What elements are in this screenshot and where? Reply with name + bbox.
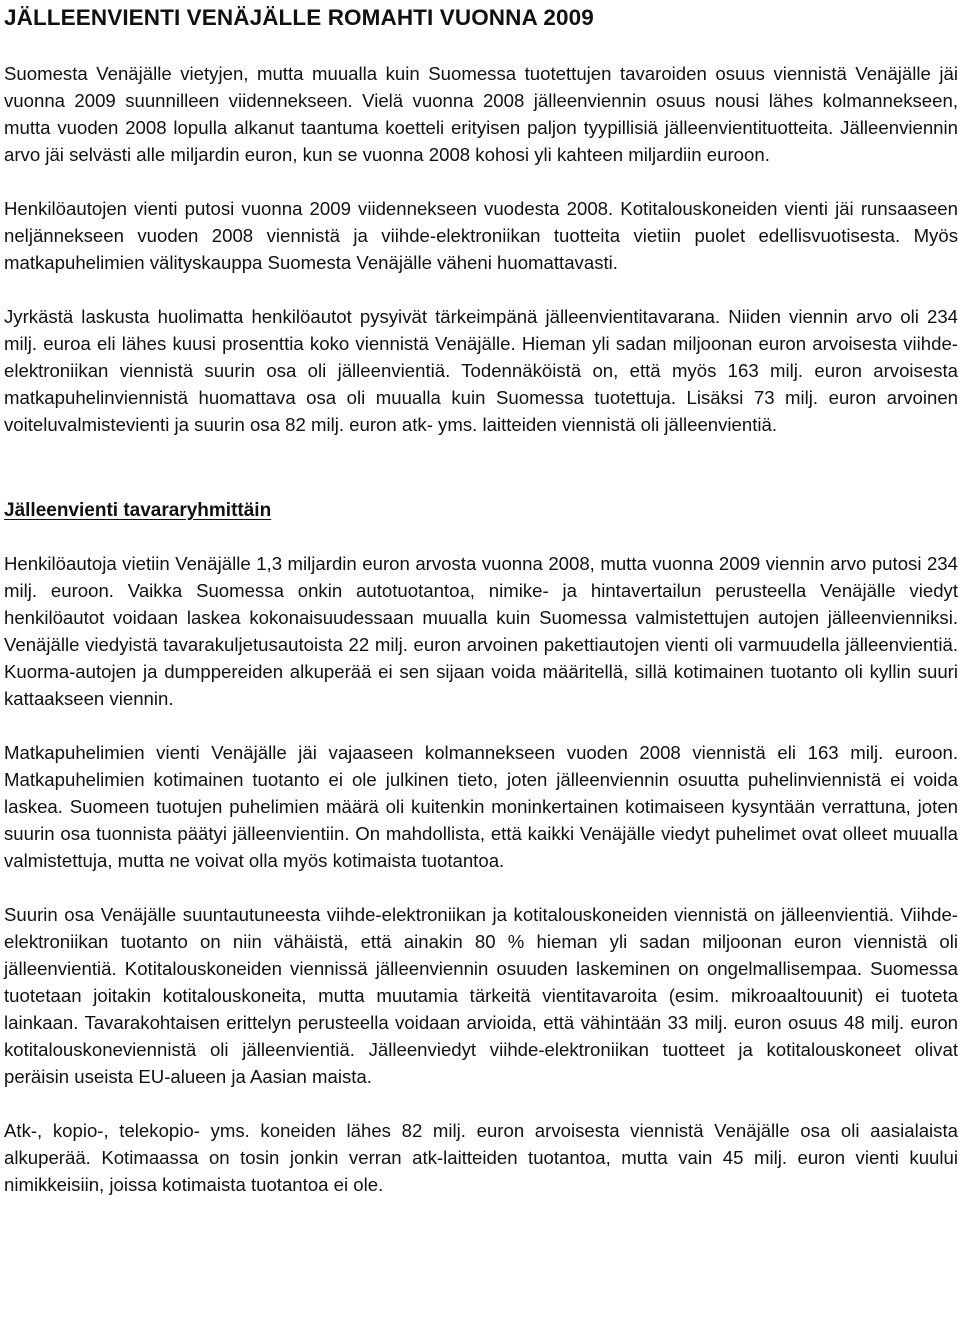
section-paragraph-2: Matkapuhelimien vienti Venäjälle jäi vajaaseen kolmannekseen vuoden 2008 viennistä eli 163 milj. euroon. Matkapuhelimien kotimainen tuotanto ei ole julkinen tieto, joten jälleenviennin osuutta puhelinviennistä ei voida laskea. Suomeen tuotujen puhelimien määrä oli kuitenkin moninkertainen kotimaiseen kysyntään verrattuna, joten suurin osa tuonnista päätyi jälleenvientiin. On mahdollista, että kaikki Venäjälle viedyt puhelimet ovat olleet muualla valmistettuja, mutta ne voivat olla myös kotimaista tuotantoa. <box>4 742 958 871</box>
section-paragraph-1: Henkilöautoja vietiin Venäjälle 1,3 miljardin euron arvosta vuonna 2008, mutta vuonna 2009 viennin arvo putosi 234 milj. euroon. Vaikka Suomessa onkin autotuotantoa, nimike- ja hintavertailun perusteella Venäjälle viedyt henkilöautot voidaan laskea kokonaisuudessaan muualla kuin Suomessa valmistettujen autojen jälleenvienniksi. Venäjälle viedyistä tavarakuljetusautoista 22 milj. euron arvoinen pakettiautojen vienti oli varmuudella jälleenvientiä. Kuorma-autojen ja dumppereiden alkuperää ei sen sijaan voida määritellä, sillä kotimainen tuotanto oli kyllin suuri kattaakseen viennin. <box>4 553 958 709</box>
section-heading: Jälleenvienti tavararyhmittäin <box>4 500 272 521</box>
document-title: JÄLLEENVIENTI VENÄJÄLLE ROMAHTI VUONNA 2009 <box>4 5 594 30</box>
intro-paragraph-1: Suomesta Venäjälle vietyjen, mutta muualla kuin Suomessa tuotettujen tavaroiden osuus viennistä Venäjälle jäi vuonna 2009 suunnilleen viidennekseen. Vielä vuonna 2008 jälleenviennin osuus nousi lähes kolmannekseen, mutta vuoden 2008 lopulla alkanut taantuma koetteli erityisen paljon tyypillisiä jälleenvientituotteita. Jälleenviennin arvo jäi selvästi alle miljardin euron, kun se vuonna 2008 kohosi yli kahteen miljardiin euroon. <box>4 63 958 165</box>
document-page <box>0 4 960 1342</box>
intro-paragraph-2: Henkilöautojen vienti putosi vuonna 2009 viidennekseen vuodesta 2008. Kotitalouskoneiden vienti jäi runsaaseen neljännekseen vuoden 2008 viennistä ja viihde-elektroniikan tuotteita vietiin puolet edellisvuotisesta. Myös matkapuhelimien välityskauppa Suomesta Venäjälle väheni huomattavasti. <box>4 198 958 273</box>
section-paragraph-3: Suurin osa Venäjälle suuntautuneesta viihde-elektroniikan ja kotitalouskoneiden viennistä on jälleenvientiä. Viihde-elektroniikan tuotanto on niin vähäistä, että ainakin 80 % hieman yli sadan miljoonan euron viennistä oli jälleenvientiä. Kotitalouskoneiden viennissä jälleenviennin osuuden laskeminen on ongelmallisempaa. Suomessa tuotetaan joitakin kotitalouskoneita, mutta muutamia tärkeitä vientitavaroita (esim. mikroaaltouunit) ei tuoteta lainkaan. Tavarakohtaisen erittelyn perusteella voidaan arvioida, että vähintään 33 milj. euron osuus 48 milj. euron kotitalouskoneviennistä oli jälleenvientiä. Jälleenviedyt viihde-elektroniikan tuotteet ja kotitalouskoneet olivat peräisin useista EU-alueen ja Aasian maista. <box>4 904 958 1087</box>
intro-paragraph-3: Jyrkästä laskusta huolimatta henkilöautot pysyivät tärkeimpänä jälleenvientitavarana. Niiden viennin arvo oli 234 milj. euroa eli lähes kuusi prosenttia koko viennistä Venäjälle. Hieman yli sadan miljoonan euron arvoisesta viihde-elektroniikan viennistä suurin osa oli jälleenvientiä. Todennäköistä on, että myös 163 milj. euron arvoisesta matkapuhelinviennistä huomattava osa oli muualla kuin Suomessa tuotettuja. Lisäksi 73 milj. euron arvoinen voiteluvalmistevienti ja suurin osa 82 milj. euron atk- yms. laitteiden viennistä oli jälleenvientiä. <box>4 306 958 435</box>
section-paragraph-4: Atk-, kopio-, telekopio- yms. koneiden lähes 82 milj. euron arvoisesta viennistä Venäjälle osa oli aasialaista alkuperää. Kotimaassa on tosin jonkin verran atk-laitteiden tuotantoa, mutta vain 45 milj. euron vienti kuului nimikkeisiin, joissa kotimaista tuotantoa ei ole. <box>4 1120 958 1195</box>
